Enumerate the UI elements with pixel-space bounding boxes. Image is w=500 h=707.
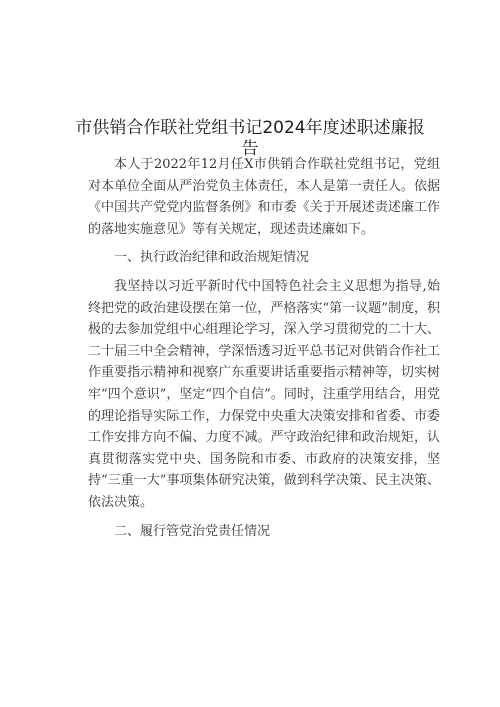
section-heading-1: 一、执行政治纪律和政治规矩情况: [114, 250, 310, 266]
document-title: 市供销合作联社党组书记2024年度述职述廉报告: [75, 118, 425, 159]
document-body: [88, 154, 440, 549]
intro-paragraph: 本人于2022年12月任X市供销合作联社党组书记，党组对本单位全面从严治党负主体责任，本人是第一责任人。依据《中国共产党党内监督条例》和市委《关于开展述责述廉工作的落地实施意见》等有关规定，现述责述廉如下。: [88, 157, 440, 237]
section-1-paragraph: 我坚持以习近平新时代中国特色社会主义思想为指导,始终把党的政治建设摆在第一位，严格落实“第一议题”制度，积极的去参加党组中心组理论学习，深入学习贯彻党的二十大、二十届三中全会精神，学深悟透习近平总书记对供销合作社工作重要指示精神和视察广东重要讲话重要指示精神等，切实树牢“四个意识”，坚定“四个自信”。同时，注重学用结合，用党的理论指导实际工作，力保党中央重大决策安排和省委、市委工作安排方向不偏、力度不减。严守政治纪律和政治规矩，认真贯彻落实党中央、国务院和市委、市政府的决策安排，坚持“三重一大”事项集体研究决策，做到科学决策、民主决策、依法决策。: [88, 278, 440, 510]
section-heading-2: 二、履行管党治党责任情况: [114, 523, 271, 539]
